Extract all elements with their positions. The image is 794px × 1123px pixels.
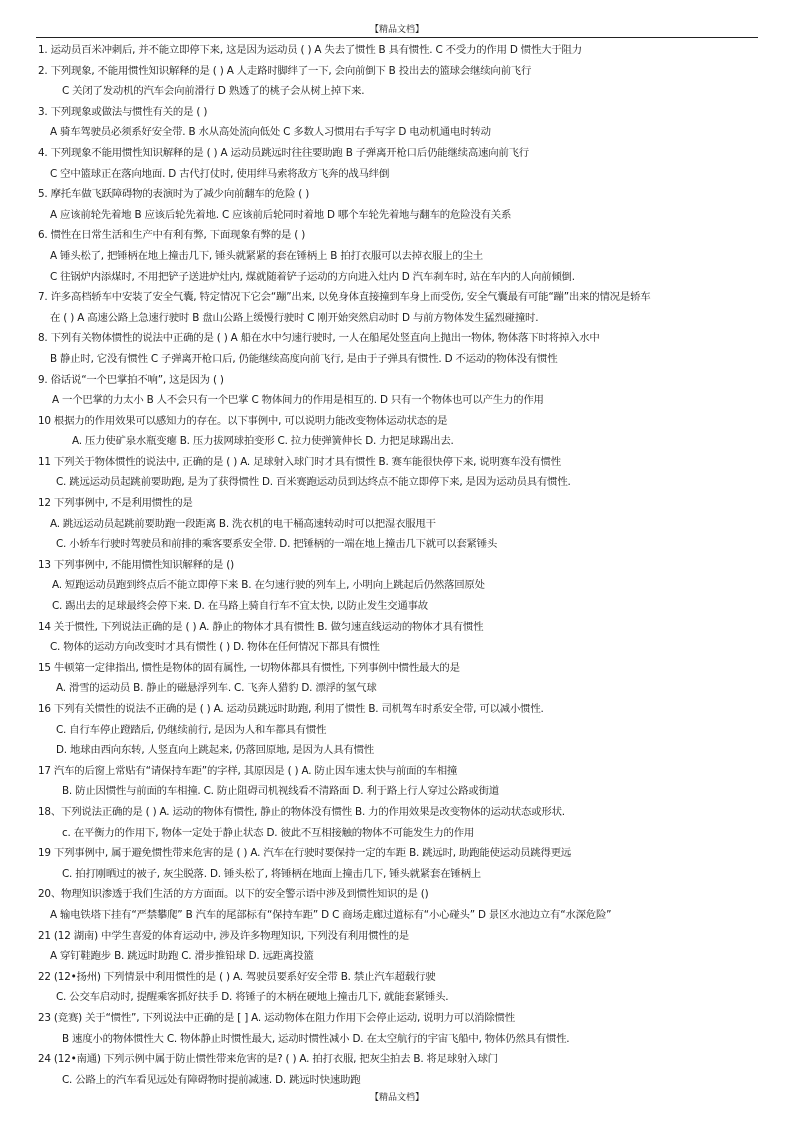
- question-13-options-cd: C. 踢出去的足球最终会停下来. D. 在马路上骑自行车不宜太快, 以防止发生交通事故: [52, 600, 428, 613]
- question-5-options: A 应该前轮先着地 B 应该后轮先着地. C 应该前后轮同时着地 D 哪个车轮先着地与翻车的危险没有关系: [50, 208, 512, 221]
- question-22-options: C. 公交车启动时, 提醒乘客抓好扶手 D. 将锤子的木柄在硬地上撞击几下, 就能套紧锤头.: [56, 991, 449, 1004]
- question-3-options: A 骑车驾驶员必须系好安全带. B 水从高处流向低处 C 多数人习惯用右手写字 D 电动机通电时转动: [50, 126, 491, 139]
- question-5: 5. 摩托车做飞跃障碍物的表演时为了减少向前翻车的危险 ( ): [38, 188, 310, 201]
- page-header: 【精品文档】: [369, 25, 424, 35]
- question-6: 6. 惯性在日常生活和生产中有利有弊, 下面现象有弊的是 ( ): [38, 229, 306, 242]
- question-2: 2. 下列现象, 不能用惯性知识解释的是 ( ) A 人走路时脚绊了一下, 会向前倒下 B 投出去的篮球会继续向前飞行: [38, 64, 532, 77]
- question-8: 8. 下列有关物体惯性的说法中正确的是 ( ) A 船在水中匀速行驶时, 一人在船尾处竖直向上抛出一物体, 物体落下时将掉入水中: [38, 332, 600, 345]
- question-20: 20、物理知识渗透于我们生活的方方面面。以下的安全警示语中涉及到惯性知识的是 (): [38, 888, 429, 901]
- page-footer: 【精品文档】: [369, 1093, 424, 1103]
- question-12: 12 下列事例中, 不是利用惯性的是: [38, 497, 193, 510]
- question-23: 23 (竞赛) 关于“惯性”, 下列说法中正确的是 [ ] A. 运动物体在阻力作用下会停止运动, 说明力可以消除惯性: [38, 1011, 515, 1024]
- question-1: 1. 运动员百米冲刺后, 并不能立即停下来, 这是因为运动员 ( ) A 失去了惯性 B 具有惯性. C 不受力的作用 D 惯性大于阻力: [38, 44, 582, 56]
- question-17: 17 汽车的后窗上常贴有“请保持车距”的字样, 其原因是 ( ) A. 防止因车速太快与前面的车相撞: [38, 764, 458, 777]
- question-12-options-ab: A. 跳远运动员起跳前要助跑一段距离 B. 洗衣机的电干桶高速转动时可以把湿衣服甩干: [50, 517, 436, 530]
- question-18-options: c. 在平衡力的作用下, 物体一定处于静止状态 D. 彼此不互相接触的物体不可能发生力的作用: [62, 826, 475, 839]
- question-11: 11 下列关于物体惯性的说法中, 正确的是 ( ) A. 足球射入球门时才具有惯性 B. 赛车能很快停下来, 说明赛车没有惯性: [38, 455, 561, 468]
- question-21: 21 (12 湖南) 中学生喜爱的体育运动中, 涉及许多物理知识, 下列没有利用惯性的是: [38, 929, 409, 942]
- question-17-options: B. 防止因惯性与前面的车相撞. C. 防止阻碍司机视线看不清路面 D. 利于路上行人穿过公路或街道: [62, 785, 499, 798]
- question-13: 13 下列事例中, 不能用惯性知识解释的是 (): [38, 558, 234, 571]
- question-list: [38, 40, 762, 1090]
- question-3: 3. 下列现象或做法与惯性有关的是 ( ): [38, 105, 208, 118]
- header-divider: [36, 37, 758, 38]
- question-6-options-ab: A 锤头松了, 把锤柄在地上撞击几下, 锤头就紧紧的套在锤柄上 B 拍打衣服可以去掉衣服上的尘土: [50, 249, 483, 262]
- question-15-options: A. 滑雪的运动员 B. 静止的磁悬浮列车. C. 飞奔人猎豹 D. 漂浮的氢气球: [56, 682, 377, 695]
- question-10: 10 根据力的作用效果可以感知力的存在。以下事例中, 可以说明力能改变物体运动状态的是: [38, 414, 448, 427]
- question-16-option-c: C. 自行车停止蹬踏后, 仍继续前行, 是因为人和车都具有惯性: [56, 723, 327, 736]
- question-16-option-d: D. 地球由西向东转, 人竖直向上跳起来, 仍落回原地, 是因为人具有惯性: [56, 744, 374, 757]
- question-6-options-cd: C 往锅炉内添煤时, 不用把铲子送进炉灶内, 煤就随着铲子运动的方向进入灶内 D 汽车刹车时, 站在车内的人向前倾倒.: [50, 270, 575, 283]
- question-13-options-ab: A. 短跑运动员跑到终点后不能立即停下来 B. 在匀速行驶的列车上, 小明向上跳起后仍然落回原处: [52, 579, 485, 592]
- question-12-options-cd: C. 小轿车行驶时驾驶员和前排的乘客要系安全带. D. 把锤柄的一端在地上撞击几下就可以套紧锤头: [56, 538, 498, 551]
- question-19: 19 下列事例中, 属于避免惯性带来危害的是 ( ) A. 汽车在行驶时要保持一定的车距 B. 跳远时, 助跑能使运动员跳得更远: [38, 847, 572, 860]
- question-4-options: C 空中篮球正在落向地面. D 古代打仗时, 使用绊马索将敌方飞奔的战马绊倒: [50, 167, 390, 180]
- question-22: 22 (12•扬州) 下列情景中利用惯性的是 ( ) A. 驾驶员要系好安全带 B. 禁止汽车超载行驶: [38, 970, 436, 983]
- question-11-options: C. 跳远运动员起跳前要助跑, 是为了获得惯性 D. 百米赛跑运动员到达终点不能立即停下来, 是因为运动员具有惯性.: [56, 476, 571, 489]
- question-8-options: B 静止时, 它没有惯性 C 子弹离开枪口后, 仍能继续高度向前飞行, 是由于子弹具有惯性. D 不运动的物体没有惯性: [50, 352, 558, 365]
- question-15: 15 牛顿第一定律指出, 惯性是物体的固有属性, 一切物体都具有惯性, 下列事例中惯性最大的是: [38, 661, 460, 674]
- question-23-options: B 速度小的物体惯性大 C. 物体静止时惯性最大, 运动时惯性减小 D. 在太空航行的宇宙飞船中, 物体仍然具有惯性.: [62, 1032, 570, 1045]
- question-9-options: A 一个巴掌的力太小 B 人不会只有一个巴掌 C 物体间力的作用是相互的. D 只有一个物体也可以产生力的作用: [52, 394, 544, 407]
- question-4: 4. 下列现象不能用惯性知识解释的是 ( ) A 运动员跳远时往往要助跑 B 子弹离开枪口后仍能继续高速向前飞行: [38, 146, 529, 159]
- question-20-options: A 输电铁塔下挂有“严禁攀爬” B 汽车的尾部标有“保持车距” D C 商场走廊过道标有“小心碰头” D 景区水池边立有“水深危险”: [50, 908, 612, 921]
- question-14: 14 关于惯性, 下列说法正确的是 ( ) A. 静止的物体才具有惯性 B. 做匀速直线运动的物体才具有惯性: [38, 620, 484, 633]
- question-18: 18、下列说法正确的是 ( ) A. 运动的物体有惯性, 静止的物体没有惯性 B. 力的作用效果是改变物体的运动状态或形状.: [38, 805, 565, 818]
- question-14-options: C. 物体的运动方向改变时才具有惯性 ( ) D. 物体在任何情况下都具有惯性: [50, 641, 380, 654]
- question-16: 16 下列有关惯性的说法不正确的是 ( ) A. 运动员跳远时助跑, 利用了惯性 B. 司机驾车时系安全带, 可以减小惯性.: [38, 703, 544, 715]
- question-9: 9. 俗话说“一个巴掌拍不响”, 这是因为 ( ): [38, 373, 224, 386]
- question-2-options: C 关闭了发动机的汽车会向前滑行 D 熟透了的桃子会从树上掉下来.: [62, 85, 365, 98]
- question-24: 24 (12•南通) 下列示例中属于防止惯性带来危害的是? ( ) A. 拍打衣服, 把灰尘拍去 B. 将足球射入球门: [38, 1053, 498, 1066]
- question-7: 7. 许多高档轿车中安装了安全气囊, 特定情况下它会“蹦”出来, 以免身体直接撞到车身上而受伤, 安全气囊最有可能“蹦”出来的情况是轿车: [38, 291, 651, 304]
- question-19-options: C. 拍打刚晒过的被子, 灰尘脱落. D. 锤头松了, 将锤柄在地面上撞击几下, 锤头就紧套在锤柄上: [62, 867, 481, 880]
- question-24-options: C. 公路上的汽车看见远处有障碍物时提前减速. D. 跳远时快速助跑: [62, 1073, 361, 1086]
- question-21-options: A 穿钉鞋跑步 B. 跳远时助跑 C. 滑步推铅球 D. 远距离投篮: [50, 950, 314, 963]
- question-7-options: 在 ( ) A 高速公路上急速行驶时 B 盘山公路上缓慢行驶时 C 刚开始突然启动时 D 与前方物体发生猛烈碰撞时.: [50, 311, 539, 324]
- question-10-options: A. 压力使矿泉水瓶变瘪 B. 压力拔网球拍变形 C. 拉力使弹簧伸长 D. 力把足球踢出去.: [72, 435, 454, 448]
